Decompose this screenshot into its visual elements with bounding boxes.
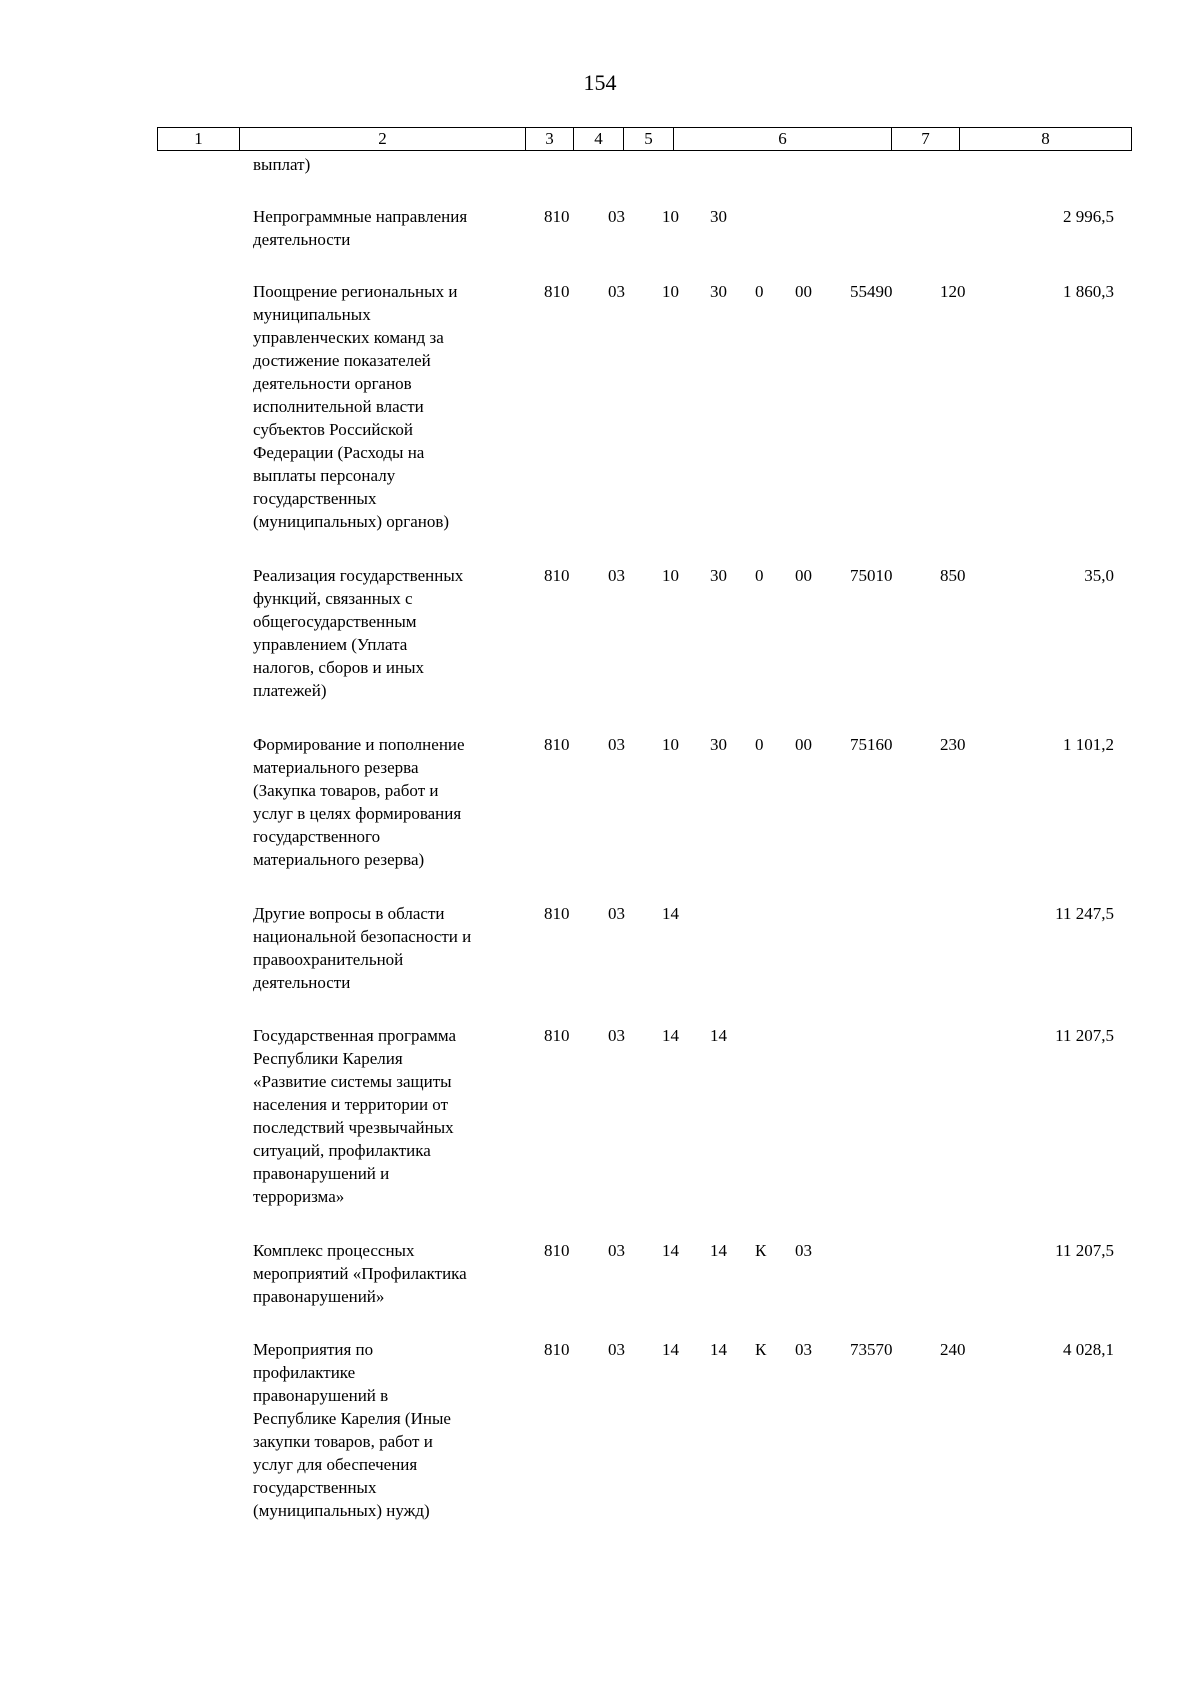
target-article-event: 03	[795, 1241, 812, 1260]
header-col-8: 8	[960, 128, 1132, 151]
row-name	[253, 733, 515, 871]
section-code: 03	[608, 566, 625, 585]
amount: 1 860,3	[1063, 282, 1114, 301]
row-name-line: услуг в целях формирования	[253, 804, 462, 823]
row-name-line: Мероприятия по	[253, 1340, 374, 1359]
row-name-line: платежей)	[253, 681, 327, 700]
row-name	[253, 1239, 515, 1308]
section-code: 03	[608, 1241, 625, 1260]
row-name-line: последствий чрезвычайных	[253, 1118, 454, 1137]
row-name-line: правонарушений в	[253, 1386, 389, 1405]
target-article-subtype: 0	[755, 282, 764, 301]
row-name-line: Республики Карелия	[253, 1049, 403, 1068]
row-name-line: управлением (Уплата	[253, 635, 408, 654]
row-name-line: управленческих команд за	[253, 328, 444, 347]
amount: 4 028,1	[1063, 1340, 1114, 1359]
grbs-code: 810	[544, 207, 570, 226]
row-name	[253, 280, 515, 533]
row-name-line: Республике Карелия (Иные	[253, 1409, 451, 1428]
grbs-code: 810	[544, 566, 570, 585]
section-code: 03	[608, 735, 625, 754]
row-name-line: услуг для обеспечения	[253, 1455, 418, 1474]
target-article-event: 03	[795, 1340, 812, 1359]
target-article-direction: 75160	[850, 735, 893, 754]
row-name	[253, 902, 515, 994]
subsection-code: 14	[662, 1340, 679, 1359]
target-article-direction: 73570	[850, 1340, 893, 1359]
row-name-line: выплаты персоналу	[253, 466, 396, 485]
amount: 11 207,5	[1055, 1241, 1114, 1260]
row-name-line: Поощрение региональных и	[253, 282, 458, 301]
row-name-line: Государственная программа	[253, 1026, 457, 1045]
row-name-line: правонарушений и	[253, 1164, 390, 1183]
target-article-program: 14	[710, 1241, 727, 1260]
subsection-code: 14	[662, 1241, 679, 1260]
row-name-line: населения и территории от	[253, 1095, 449, 1114]
subsection-code: 10	[662, 566, 679, 585]
row-name-line: Формирование и пополнение	[253, 735, 465, 754]
subsection-code: 10	[662, 207, 679, 226]
row-name-line: правонарушений»	[253, 1287, 385, 1306]
header-col-6: 6	[674, 128, 892, 151]
grbs-code: 810	[544, 1340, 570, 1359]
expense-type-code: 120	[940, 282, 966, 301]
target-article-event: 00	[795, 735, 812, 754]
section-code: 03	[608, 1340, 625, 1359]
row-name-line: терроризма»	[253, 1187, 345, 1206]
row-name-line: общегосударственным	[253, 612, 417, 631]
target-article-program: 30	[710, 282, 727, 301]
subsection-code: 14	[662, 1026, 679, 1045]
page-number: 154	[583, 70, 617, 95]
subsection-code: 10	[662, 282, 679, 301]
row-name-line: деятельности	[253, 230, 351, 249]
section-code: 03	[608, 207, 625, 226]
grbs-code: 810	[544, 904, 570, 923]
row-name-line: профилактике	[253, 1363, 356, 1382]
row-name-line: ситуаций, профилактика	[253, 1141, 431, 1160]
target-article-program: 30	[710, 207, 727, 226]
target-article-program: 30	[710, 735, 727, 754]
row-name	[253, 1338, 515, 1522]
grbs-code: 810	[544, 282, 570, 301]
row-name-line: налогов, сборов и иных	[253, 658, 424, 677]
row-name-line: Комплекс процессных	[253, 1241, 415, 1260]
expense-type-code: 230	[940, 735, 966, 754]
row-name-line: достижение показателей	[253, 351, 431, 370]
row-name-line: «Развитие системы защиты	[253, 1072, 452, 1091]
row-name-line: деятельности	[253, 973, 351, 992]
row-name-line: материального резерва)	[253, 850, 425, 869]
row-name-line: Непрограммные направления	[253, 207, 468, 226]
expense-type-code: 240	[940, 1340, 966, 1359]
grbs-code: 810	[544, 1026, 570, 1045]
row-name-line: Реализация государственных	[253, 566, 464, 585]
header-col-3: 3	[526, 128, 574, 151]
amount: 2 996,5	[1063, 207, 1114, 226]
target-article-subtype: К	[755, 1241, 767, 1260]
row-name-line: закупки товаров, работ и	[253, 1432, 433, 1451]
row-name-line: национальной безопасности и	[253, 927, 472, 946]
row-name-line: государственных	[253, 489, 377, 508]
target-article-direction: 55490	[850, 282, 893, 301]
target-article-subtype: К	[755, 1340, 767, 1359]
row-name-line: муниципальных	[253, 305, 371, 324]
row-name-line: Другие вопросы в области	[253, 904, 445, 923]
target-article-event: 00	[795, 566, 812, 585]
row-name	[253, 1024, 515, 1208]
row-name-line: деятельности органов	[253, 374, 412, 393]
target-article-event: 00	[795, 282, 812, 301]
amount: 11 247,5	[1055, 904, 1114, 923]
row-name	[253, 564, 515, 702]
row-name-line: (Закупка товаров, работ и	[253, 781, 439, 800]
target-article-program: 14	[710, 1340, 727, 1359]
target-article-subtype: 0	[755, 735, 764, 754]
amount: 35,0	[1084, 566, 1114, 585]
row-name-line: исполнительной власти	[253, 397, 424, 416]
target-article-subtype: 0	[755, 566, 764, 585]
amount: 1 101,2	[1063, 735, 1114, 754]
row-name	[253, 205, 515, 251]
target-article-direction: 75010	[850, 566, 893, 585]
grbs-code: 810	[544, 1241, 570, 1260]
header-col-2: 2	[240, 128, 526, 151]
section-code: 03	[608, 904, 625, 923]
row-name-line: (муниципальных) нужд)	[253, 1501, 430, 1520]
header-col-4: 4	[574, 128, 624, 151]
row-name-line: функций, связанных с	[253, 589, 413, 608]
subsection-code: 10	[662, 735, 679, 754]
row-name-line: субъектов Российской	[253, 420, 413, 439]
row-name-line: мероприятий «Профилактика	[253, 1264, 467, 1283]
continuation-text: выплат)	[253, 155, 311, 174]
header-col-5: 5	[624, 128, 674, 151]
section-code: 03	[608, 282, 625, 301]
amount: 11 207,5	[1055, 1026, 1114, 1045]
target-article-program: 14	[710, 1026, 727, 1045]
row-name-line: Федерации (Расходы на	[253, 443, 425, 462]
row-name-line: правоохранительной	[253, 950, 404, 969]
row-name-line: государственного	[253, 827, 381, 846]
section-code: 03	[608, 1026, 625, 1045]
subsection-code: 14	[662, 904, 679, 923]
header-col-1: 1	[158, 128, 240, 151]
target-article-program: 30	[710, 566, 727, 585]
expense-type-code: 850	[940, 566, 966, 585]
row-name-line: государственных	[253, 1478, 377, 1497]
row-name-line: материального резерва	[253, 758, 419, 777]
grbs-code: 810	[544, 735, 570, 754]
row-name-line: (муниципальных) органов)	[253, 512, 450, 531]
header-col-7: 7	[892, 128, 960, 151]
